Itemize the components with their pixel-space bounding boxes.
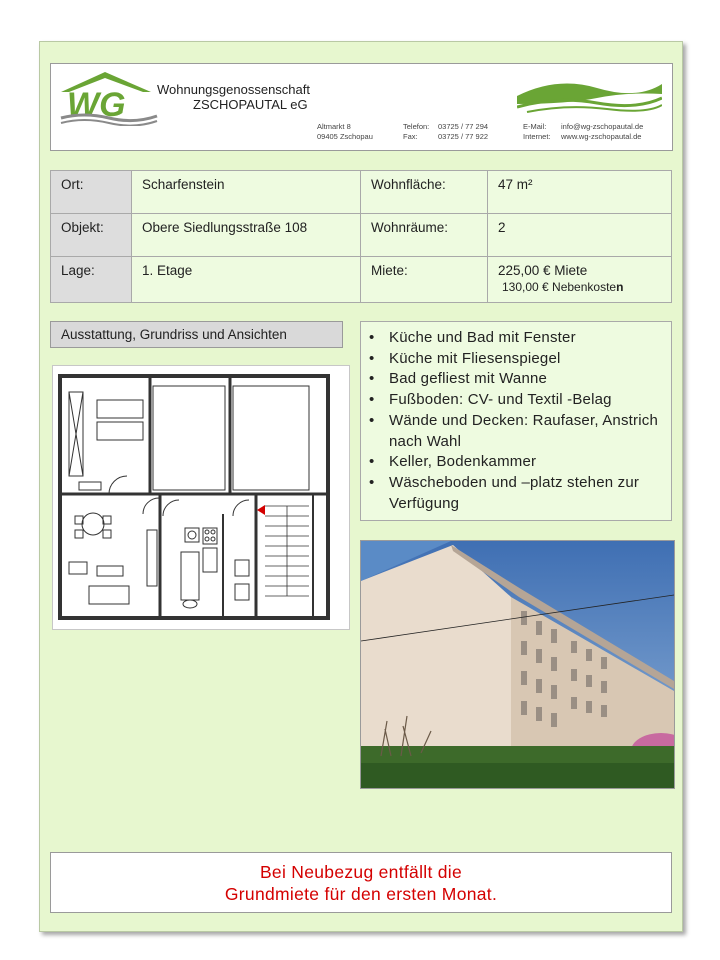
feature-item: • Küche und Bad mit Fenster [389,328,671,349]
feature-item: • Fußboden: CV- und Textil -Belag [389,390,671,411]
wohnflaeche-label: Wohnfläche: [361,171,488,214]
phone-number: 03725 / 77 294 [438,122,489,131]
feature-item: • Wäscheboden und –platz stehen zur Verfügung [389,473,671,514]
city: 09405 Zschopau [317,132,373,141]
entrance-marker-icon [257,505,265,515]
feature-item: • Küche mit Fliesenspiegel [389,349,671,370]
address-block [317,122,373,142]
miete-label: Miete: [361,257,488,303]
feature-item: • Keller, Bodenkammer [389,452,671,473]
features-list [361,322,671,514]
contact-values [561,122,643,142]
miete-cell [488,257,672,303]
info-row [51,214,672,257]
company-name [157,82,310,112]
section-title: Ausstattung, Grundriss und Ansichten [50,321,343,348]
wohnraeume-label: Wohnräume: [361,214,488,257]
wohnflaeche-value: 47 m² [488,171,672,214]
features-box [360,321,672,521]
floor-plan [52,365,350,630]
objekt-label: Objekt: [51,214,132,257]
fax-label: Fax: [403,132,418,141]
notice-line1: Bei Neubezug entfällt die [259,862,463,882]
expose-page [39,41,683,932]
phone-label: Telefon: [403,122,430,131]
phone-labels [403,122,429,142]
nebenkosten-value: 130,00 € Nebenkosten [502,280,624,294]
contact-labels [523,122,551,142]
email-label: E-Mail: [523,122,547,131]
phone-values [438,122,488,142]
email-link[interactable]: info@wg-zschopautal.de [561,122,644,131]
web-link[interactable]: www.wg-zschopautal.de [561,132,642,141]
lage-value: 1. Etage [132,257,361,303]
objekt-value: Obere Siedlungsstraße 108 [132,214,361,257]
property-info-table [50,170,672,303]
notice-line2: Grundmiete für den ersten Monat. [224,884,498,904]
feature-item: • Wände und Decken: Raufaser, Anstrich nach Wahl [389,411,671,452]
wg-logo [59,70,159,126]
company-name-line2: ZSCHOPAUTAL eG [193,97,308,112]
ort-label: Ort: [51,171,132,214]
info-row [51,171,672,214]
floor-plan-drawing [53,366,349,629]
fax-number: 03725 / 77 922 [438,132,489,141]
feature-item: • Bad gefliest mit Wanne [389,369,671,390]
wave-graphic [517,74,662,114]
company-header [50,63,673,151]
company-name-line1: Wohnungsgenossenschaft [157,82,310,97]
move-in-notice [50,852,672,913]
ort-value: Scharfenstein [132,171,361,214]
wohnraeume-value: 2 [488,214,672,257]
web-label: Internet: [523,132,551,141]
building-photo [360,540,675,789]
street: Altmarkt 8 [317,122,351,131]
logo-text: WG [67,86,126,124]
miete-value: 225,00 € Miete [498,263,588,278]
info-row [51,257,672,303]
lage-label: Lage: [51,257,132,303]
